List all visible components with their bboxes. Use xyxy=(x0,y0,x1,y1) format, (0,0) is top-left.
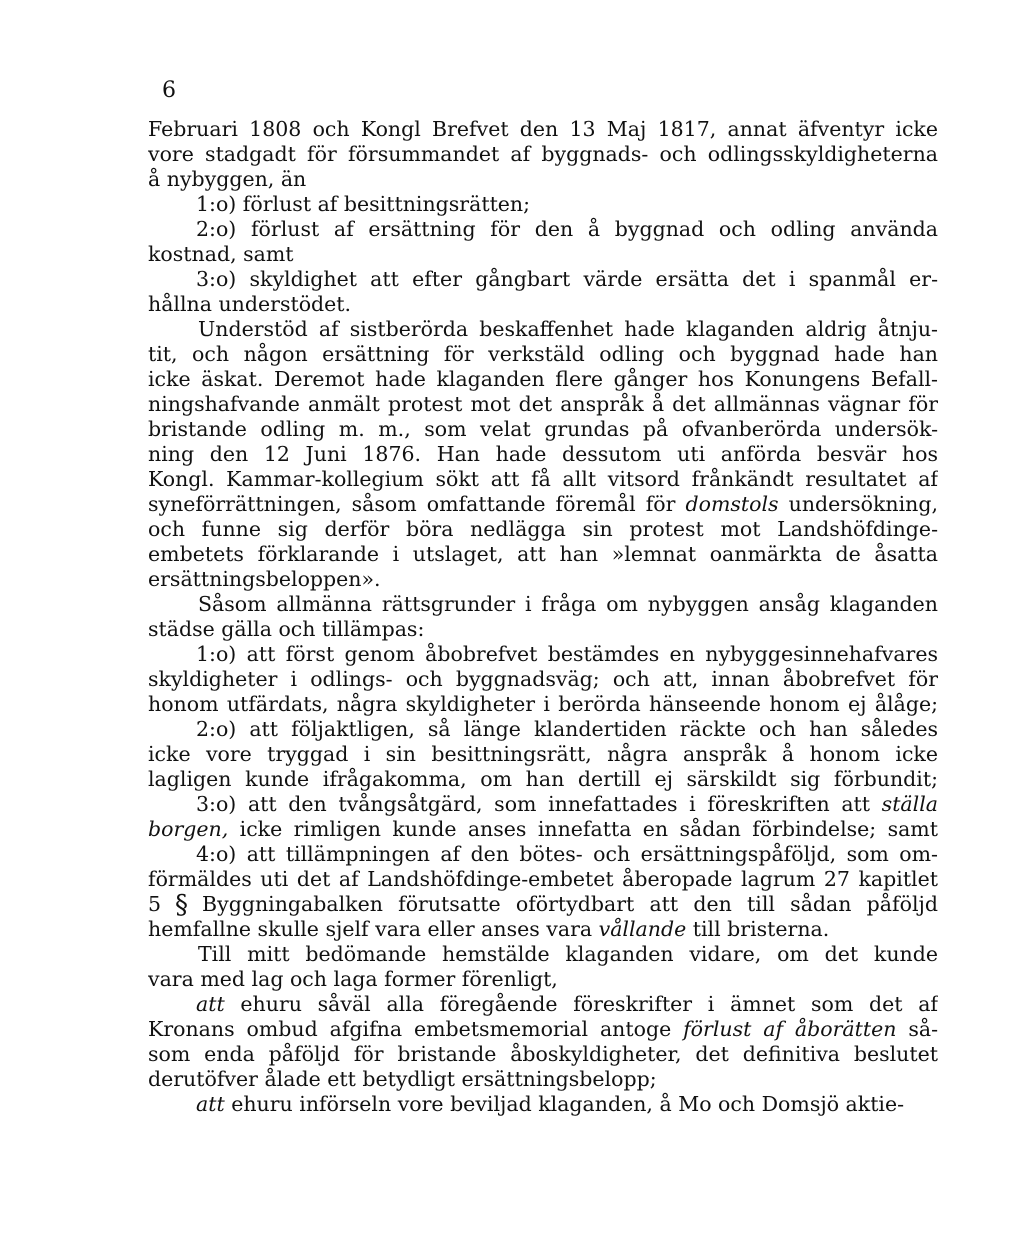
text-line: 4:o) att tillämpningen af den bötes- och ersättningspåföljd, som om- xyxy=(196,842,938,866)
text-line: Understöd af sistberörda beskaffenhet hade klaganden aldrig åtnju- xyxy=(198,317,938,341)
italic-text: borgen, xyxy=(148,817,229,841)
text-line: 1:o) förlust af besittningsrätten; xyxy=(196,192,531,216)
text-line: 2:o) att följaktligen, så länge klandertiden räckte och han således xyxy=(196,717,938,741)
line-text: hemfallne skulle sjelf vara eller anses vara xyxy=(148,917,599,941)
text-line: 3:o) skyldighet att efter gångbart värde ersätta det i spanmål er- xyxy=(196,267,938,291)
text-line: kostnad, samt xyxy=(148,242,294,266)
text-line: 2:o) förlust af ersättning för den å byggnad och odling använda xyxy=(196,217,938,241)
text-line: ersättningsbeloppen». xyxy=(148,567,381,591)
line-text: 3:o) att den tvångsåtgärd, som innefattades i föreskriften att xyxy=(196,792,882,816)
italic-text: vållande xyxy=(598,917,687,941)
text-line: förmäldes uti det af Landshöfdinge-embetet åberopade lagrum 27 kapitlet xyxy=(148,867,938,891)
text-line: derutöfver ålade ett betydligt ersättningsbelopp; xyxy=(148,1067,657,1091)
text-line: embetets förklarande i utslaget, att han »lemnat oanmärkta de åsatta xyxy=(148,542,938,566)
line-text: Kronans ombud afgifna embetsmemorial antoge xyxy=(148,1017,684,1041)
text-line: Februari 1808 och Kongl Brefvet den 13 Maj 1817, annat äfventyr icke xyxy=(148,117,938,141)
italic-text: att xyxy=(196,1092,225,1116)
text-line: honom utfärdats, några skyldigheter i berörda hänseende honom ej ålåge; xyxy=(148,692,938,716)
italic-text: domstols xyxy=(685,492,779,516)
text-line xyxy=(148,492,938,517)
text-line: Såsom allmänna rättsgrunder i fråga om nybyggen ansåg klaganden xyxy=(198,592,938,616)
text-line: hållna understödet. xyxy=(148,292,352,316)
text-line: tit, och någon ersättning för verkstäld odling och byggnad hade han xyxy=(148,342,938,366)
text-line: vore stadgadt för försummandet af byggnads- och odlingsskyldigheterna xyxy=(148,142,938,166)
line-text: icke rimligen kunde anses innefatta en sådan förbindelse; samt xyxy=(228,817,938,841)
text-line: bristande odling m. m., som velat grundas på ofvanberörda undersök- xyxy=(148,417,938,441)
text-line: skyldigheter i odlings- och byggnadsväg; och att, innan åbobrefvet för xyxy=(148,667,938,691)
text-line: vara med lag och laga former förenligt, xyxy=(148,967,558,991)
text-line: icke äskat. Deremot hade klaganden flere gånger hos Konungens Befall- xyxy=(148,367,938,391)
line-text: ehuru införseln vore beviljad klaganden, å Mo och Domsjö aktie- xyxy=(224,1092,905,1116)
text-line: 1:o) att först genom åbobrefvet bestämdes en nybyggesinnehafvares xyxy=(196,642,938,666)
text-line: städse gälla och tillämpas: xyxy=(148,617,425,641)
line-text: Byggningabalken förutsatte oförtydbart att den till sådan påföljd xyxy=(202,892,938,916)
line-text: så- xyxy=(896,1017,938,1041)
text-line xyxy=(148,1092,938,1117)
chapter-number: 5 xyxy=(148,892,162,916)
text-line: lagligen kunde ifrågakomma, om han dertill ej särskildt sig förbundit; xyxy=(148,767,938,791)
text-line: ning den 12 Juni 1876. Han hade dessutom uti anförda besvär hos xyxy=(148,442,938,466)
text-line: som enda påföljd för bristande åboskyldigheter, det definitiva beslutet xyxy=(148,1042,938,1066)
italic-text: förlust af åborätten xyxy=(683,1017,897,1041)
text-line: ningshafvande anmält protest mot det anspråk å det allmännas vägnar för xyxy=(148,392,938,416)
italic-text: att xyxy=(196,992,225,1016)
page-number: 6 xyxy=(162,78,176,103)
line-text: ehuru såväl alla föregående föreskrifter i ämnet som det af xyxy=(224,992,938,1016)
text-line: Till mitt bedömande hemstälde klaganden vidare, om det kunde xyxy=(198,942,938,966)
text-line xyxy=(148,992,938,1017)
text-line xyxy=(148,817,938,842)
text-line xyxy=(148,917,938,942)
text-line: Kongl. Kammar-kollegium sökt att få allt vitsord frånkändt resultatet af xyxy=(148,467,938,491)
text-line xyxy=(148,892,938,917)
italic-text: ställa xyxy=(881,792,938,816)
body-text xyxy=(148,117,938,1117)
section-sign: § xyxy=(175,892,189,917)
text-line: å nybyggen, än xyxy=(148,167,307,191)
text-line: och funne sig derför böra nedlägga sin protest mot Landshöfdinge- xyxy=(148,517,938,541)
line-text: till bristerna. xyxy=(686,917,830,941)
line-text: syneförrättningen, såsom omfattande föremål för xyxy=(148,492,686,516)
line-text: undersökning, xyxy=(778,492,938,516)
text-line xyxy=(148,792,938,817)
text-line xyxy=(148,1017,938,1042)
text-line: icke vore tryggad i sin besittningsrätt, några anspråk å honom icke xyxy=(148,742,938,766)
